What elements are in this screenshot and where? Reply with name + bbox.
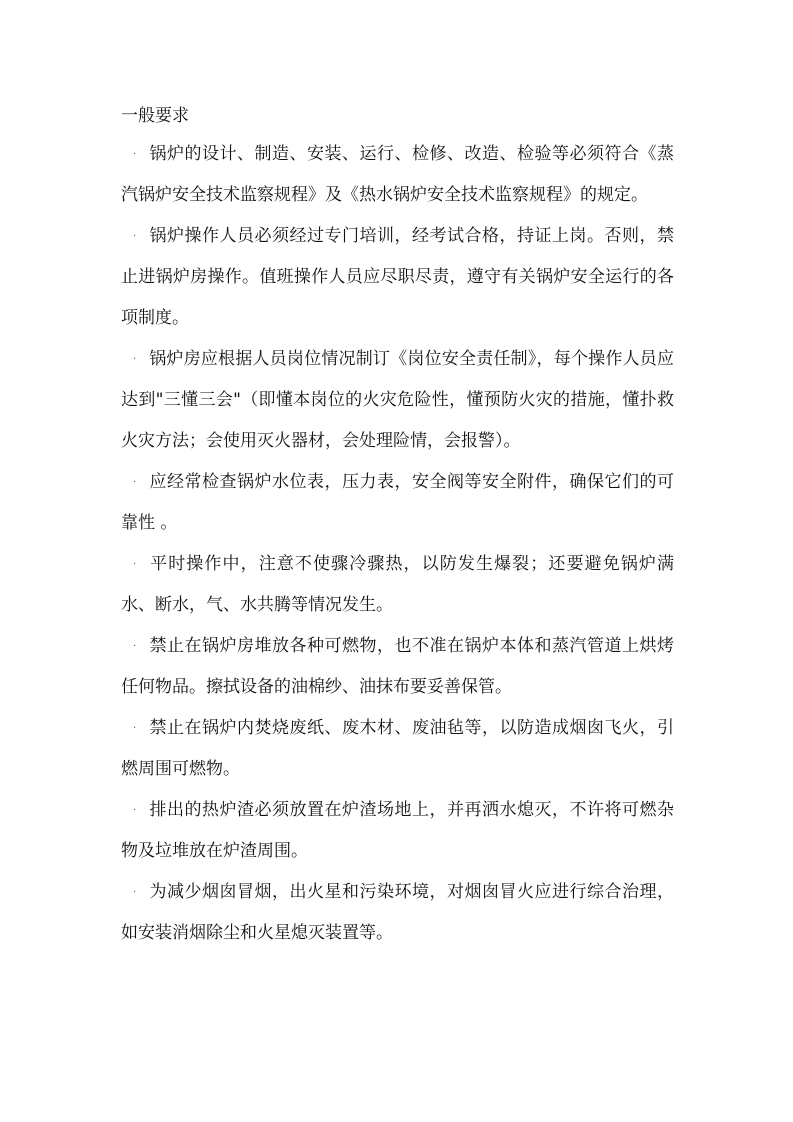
bullet-icon: · bbox=[133, 887, 137, 898]
bullet-icon: · bbox=[133, 477, 137, 488]
list-item bbox=[121, 544, 674, 626]
document-page bbox=[121, 98, 674, 954]
bullet-icon: · bbox=[133, 354, 137, 365]
list-item-text: 禁止在锅炉房堆放各种可燃物，也不准在锅炉本体和蒸汽管道上烘烤任何物品。擦拭设备的油棉纱、油抹布要妥善保管。 bbox=[121, 636, 674, 697]
list-item-text: 为减少烟囱冒烟，出火星和污染环境，对烟囱冒火应进行综合治理，如安装消烟除尘和火星熄灭装置等。 bbox=[121, 882, 674, 943]
list-item-text: 应经常检查锅炉水位表，压力表，安全阀等安全附件，确保它们的可靠性 。 bbox=[121, 472, 674, 533]
bullet-icon: · bbox=[133, 149, 137, 160]
list-item-text: 排出的热炉渣必须放置在炉渣场地上，并再洒水熄灭，不许将可燃杂物及垃堆放在炉渣周围。 bbox=[121, 800, 674, 861]
list-item-text: 禁止在锅炉内焚烧废纸、废木材、废油毡等，以防造成烟囱飞火，引燃周围可燃物。 bbox=[121, 718, 674, 779]
list-item bbox=[121, 339, 674, 462]
list-item-text: 锅炉的设计、制造、安装、运行、检修、改造、检验等必须符合《蒸汽锅炉安全技术监察规程》及《热水锅炉安全技术监察规程》的规定。 bbox=[121, 144, 674, 205]
list-item bbox=[121, 872, 674, 954]
list-item-text: 平时操作中，注意不使骤冷骤热，以防发生爆裂；还要避免锅炉满水、断水，气、水共腾等情况发生。 bbox=[121, 554, 674, 615]
bullet-icon: · bbox=[133, 641, 137, 652]
list-item-text: 锅炉房应根据人员岗位情况制订《岗位安全责任制》，每个操作人员应达到"三懂三会"（即懂本岗位的火灾危险性，懂预防火灾的措施，懂扑救火灾方法；会使用灭火器材，会处理险情，会报警）。 bbox=[121, 349, 674, 451]
list-item bbox=[121, 216, 674, 339]
bullet-icon: · bbox=[133, 231, 137, 242]
bullet-icon: · bbox=[133, 805, 137, 816]
bullet-icon: · bbox=[133, 559, 137, 570]
list-item bbox=[121, 626, 674, 708]
section-heading: 一般要求 bbox=[121, 106, 189, 126]
list-item bbox=[121, 134, 674, 216]
list-item bbox=[121, 462, 674, 544]
list-item bbox=[121, 708, 674, 790]
bullet-icon: · bbox=[133, 723, 137, 734]
list-item-text: 锅炉操作人员必须经过专门培训，经考试合格，持证上岗。否则，禁止进锅炉房操作。值班操作人员应尽职尽责，遵守有关锅炉安全运行的各项制度。 bbox=[121, 226, 674, 328]
list-item bbox=[121, 790, 674, 872]
